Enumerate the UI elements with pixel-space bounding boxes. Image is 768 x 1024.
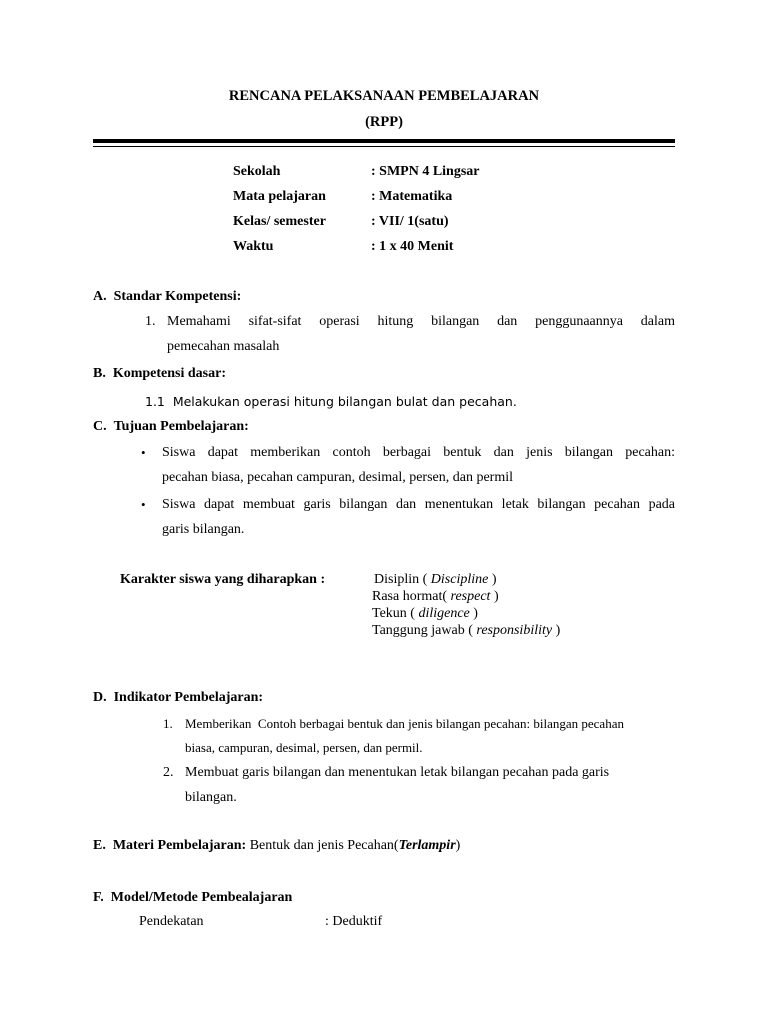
identity-value-sekolah: : SMPN 4 Lingsar <box>371 164 480 179</box>
identity-label-kelas: Kelas/ semester <box>233 214 326 229</box>
header-rule-thin <box>93 146 675 147</box>
section-c-bullet2-line2: garis bilangan. <box>162 522 245 537</box>
karakter-item-disiplin <box>374 572 497 588</box>
section-f-label-pendekatan: Pendekatan <box>139 914 204 929</box>
section-f-heading: F. Model/Metode Pembealajaran <box>93 890 293 905</box>
section-c-bullet1-line1: Siswa dapat memberikan contoh berbagai bentuk dan jenis bilangan pecahan: <box>162 445 675 460</box>
section-d-item1-line2: biasa, campuran, desimal, persen, dan permil. <box>185 740 423 755</box>
section-b-heading: B. Kompetensi dasar: <box>93 366 226 381</box>
karakter-item-tanggung-jawab <box>372 623 560 639</box>
karakter-item-en: diligence <box>418 606 470 621</box>
section-e-emphasis: Terlampir <box>398 838 456 853</box>
section-d-item1-number: 1. <box>163 716 173 731</box>
section-b-item: 1.1 Melakukan operasi hitung bilangan bulat dan pecahan. <box>145 394 517 409</box>
section-c-heading: C. Tujuan Pembelajaran: <box>93 419 249 434</box>
karakter-item-close: ) <box>552 623 561 638</box>
section-c-bullet1-line2: pecahan biasa, pecahan campuran, desimal, persen, dan permil <box>162 470 514 485</box>
section-d-item2-line1: Membuat garis bilangan dan menentukan letak bilangan pecahan pada garis <box>185 765 610 780</box>
karakter-item-close: ) <box>490 589 499 604</box>
identity-value-kelas: : VII/ 1(satu) <box>371 214 449 229</box>
section-e-line <box>93 838 460 854</box>
section-a-heading: A. Standar Kompetensi: <box>93 289 242 304</box>
karakter-item-en: Discipline <box>430 572 489 587</box>
section-c-bullet2-line1: Siswa dapat membuat garis bilangan dan menentukan letak bilangan pecahan pada <box>162 497 675 512</box>
header-rule-thick <box>93 139 675 143</box>
karakter-item-close: ) <box>469 606 478 621</box>
karakter-item-text: Tanggung jawab ( <box>372 623 477 638</box>
karakter-item-text: Disiplin ( <box>374 572 431 587</box>
identity-label-waktu: Waktu <box>233 239 274 254</box>
section-a-item-line2: pemecahan masalah <box>167 339 280 354</box>
section-e-heading: E. Materi Pembelajaran: <box>93 838 247 853</box>
identity-value-mapel: : Matematika <box>371 189 453 204</box>
section-d-item2-number: 2. <box>163 765 174 780</box>
section-c-bullet1-symbol: • <box>141 445 146 460</box>
karakter-item-en: responsibility <box>476 623 553 638</box>
section-c-bullet2-symbol: • <box>141 497 146 512</box>
section-a-item-line1: Memahami sifat-sifat operasi hitung bilangan dan penggunaannya dalam <box>167 314 675 329</box>
document-title: RENCANA PELAKSANAAN PEMBELAJARAN <box>228 88 540 104</box>
karakter-item-text: Rasa hormat( <box>372 589 451 604</box>
identity-label-sekolah: Sekolah <box>233 164 281 179</box>
karakter-item-tekun <box>372 606 478 622</box>
karakter-item-en: respect <box>450 589 491 604</box>
section-d-item2-line2: bilangan. <box>185 790 237 805</box>
identity-value-waktu: : 1 x 40 Menit <box>371 239 454 254</box>
section-e-text: Bentuk dan jenis Pecahan( <box>246 838 399 853</box>
identity-label-mapel: Mata pelajaran <box>233 189 326 204</box>
section-f-value-pendekatan: : Deduktif <box>325 914 383 929</box>
karakter-item-text: Tekun ( <box>372 606 419 621</box>
karakter-item-close: ) <box>488 572 497 587</box>
section-e-close: ) <box>455 838 461 853</box>
section-a-item-number: 1. <box>145 314 156 329</box>
document-subtitle: (RPP) <box>365 114 403 130</box>
karakter-label: Karakter siswa yang diharapkan : <box>120 572 326 587</box>
section-d-heading: D. Indikator Pembelajaran: <box>93 690 264 705</box>
karakter-item-rasa-hormat <box>372 589 499 605</box>
section-d-item1-line1: Memberikan Contoh berbagai bentuk dan jenis bilangan pecahan: bilangan pecahan <box>185 716 624 731</box>
